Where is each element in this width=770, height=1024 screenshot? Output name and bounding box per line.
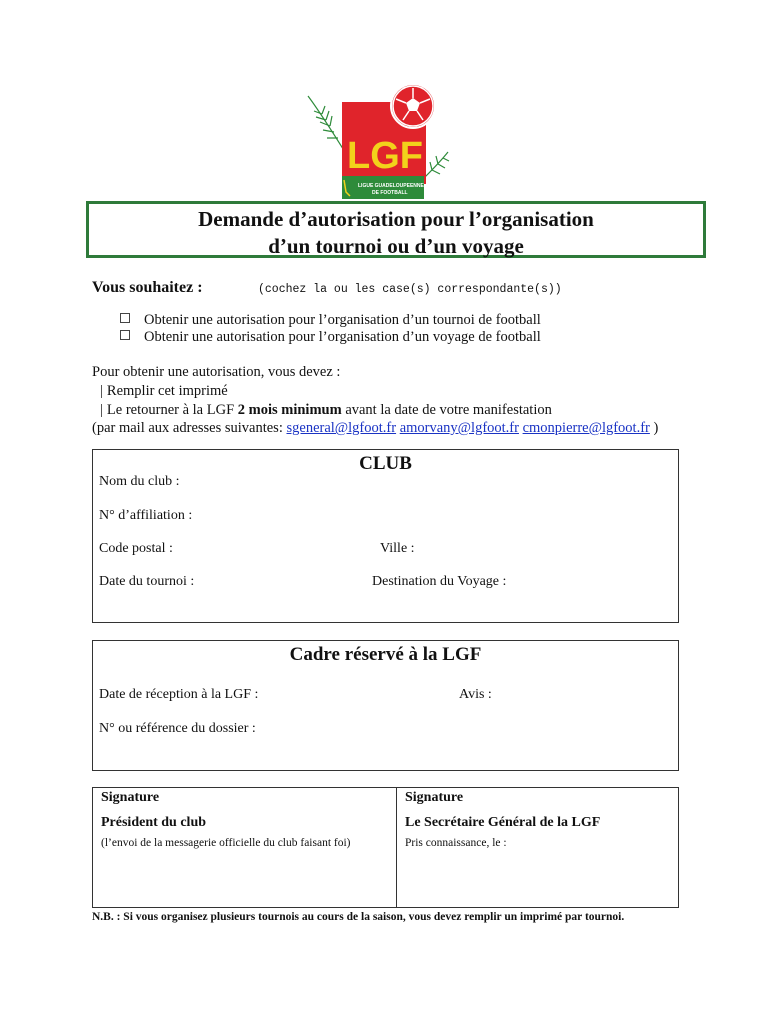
soccer-ball-icon (391, 84, 435, 128)
title-line-1: Demande d’autorisation pour l’organisation (198, 207, 594, 231)
option-tournoi-label: Obtenir une autorisation pour l’organisation d’un tournoi de football (144, 312, 541, 328)
instructions-lead: Pour obtenir une autorisation, vous devez : (92, 364, 341, 380)
lgf-logo (300, 82, 450, 202)
president-note: (l’envoi de la messagerie officielle du club faisant foi) (101, 837, 351, 849)
footer-note: N.B. : Si vous organisez plusieurs tournois au cours de la saison, vous devez remplir un imprimé par tournoi. (92, 911, 625, 923)
signature-table (92, 787, 679, 908)
opinion-field[interactable]: Avis : (459, 687, 492, 702)
lgf-section-title: Cadre réservé à la LGF (289, 644, 482, 665)
option-tournoi[interactable] (120, 312, 541, 329)
tournament-date-field[interactable]: Date du tournoi : (99, 574, 195, 589)
signature-heading-left: Signature (101, 790, 160, 805)
city-field[interactable]: Ville : (380, 541, 415, 556)
club-section (92, 449, 679, 623)
signature-heading-right: Signature (405, 790, 464, 805)
checkbox-tournoi[interactable] (120, 313, 130, 323)
signature-cell-secretary[interactable] (397, 788, 679, 908)
document-title-box (86, 201, 706, 258)
intro-label: Vous souhaitez : (92, 279, 203, 296)
reception-date-field[interactable]: Date de réception à la LGF : (99, 687, 259, 702)
svg-text:LGF: LGF (347, 135, 423, 177)
club-section-title: CLUB (359, 453, 412, 474)
title-line-2: d’un tournoi ou d’un voyage (268, 234, 524, 258)
instruction-step-2: | Le retourner à la LGF 2 mois minimum avant la date de votre manifestation (100, 402, 552, 418)
option-voyage-label: Obtenir une autorisation pour l’organisation d’un voyage de football (144, 329, 541, 345)
file-reference-field[interactable]: N° ou référence du dossier : (99, 721, 256, 736)
secretary-note: Pris connaissance, le : (405, 837, 507, 849)
secretary-role: Le Secrétaire Général de la LGF (405, 815, 601, 830)
club-name-field[interactable]: Nom du club : (99, 474, 180, 489)
option-voyage[interactable] (120, 329, 541, 346)
signature-cell-president[interactable] (93, 788, 397, 908)
affiliation-field[interactable]: N° d’affiliation : (99, 508, 193, 523)
president-role: Président du club (101, 815, 207, 830)
instruction-mail: (par mail aux adresses suivantes: sgeneral@lgfoot.fr amorvany@lgfoot.fr cmonpierre@lgfoot.fr ) (92, 420, 659, 436)
postal-code-field[interactable]: Code postal : (99, 541, 173, 556)
email-link-cmonpierre[interactable]: cmonpierre@lgfoot.fr (522, 420, 650, 436)
svg-text:DE FOOTBALL: DE FOOTBALL (372, 190, 408, 196)
email-link-sgeneral[interactable]: sgeneral@lgfoot.fr (286, 420, 397, 436)
lgf-reserved-section (92, 640, 679, 771)
trip-destination-field[interactable]: Destination du Voyage : (372, 574, 507, 589)
svg-text:LIGUE GUADELOUPEENNE: LIGUE GUADELOUPEENNE (358, 183, 424, 189)
checkbox-voyage[interactable] (120, 330, 130, 340)
email-link-amorvany[interactable]: amorvany@lgfoot.fr (399, 420, 519, 436)
instruction-step-1: | Remplir cet imprimé (100, 383, 228, 399)
intro-hint: (cochez la ou les case(s) correspondante(s)) (258, 283, 562, 296)
